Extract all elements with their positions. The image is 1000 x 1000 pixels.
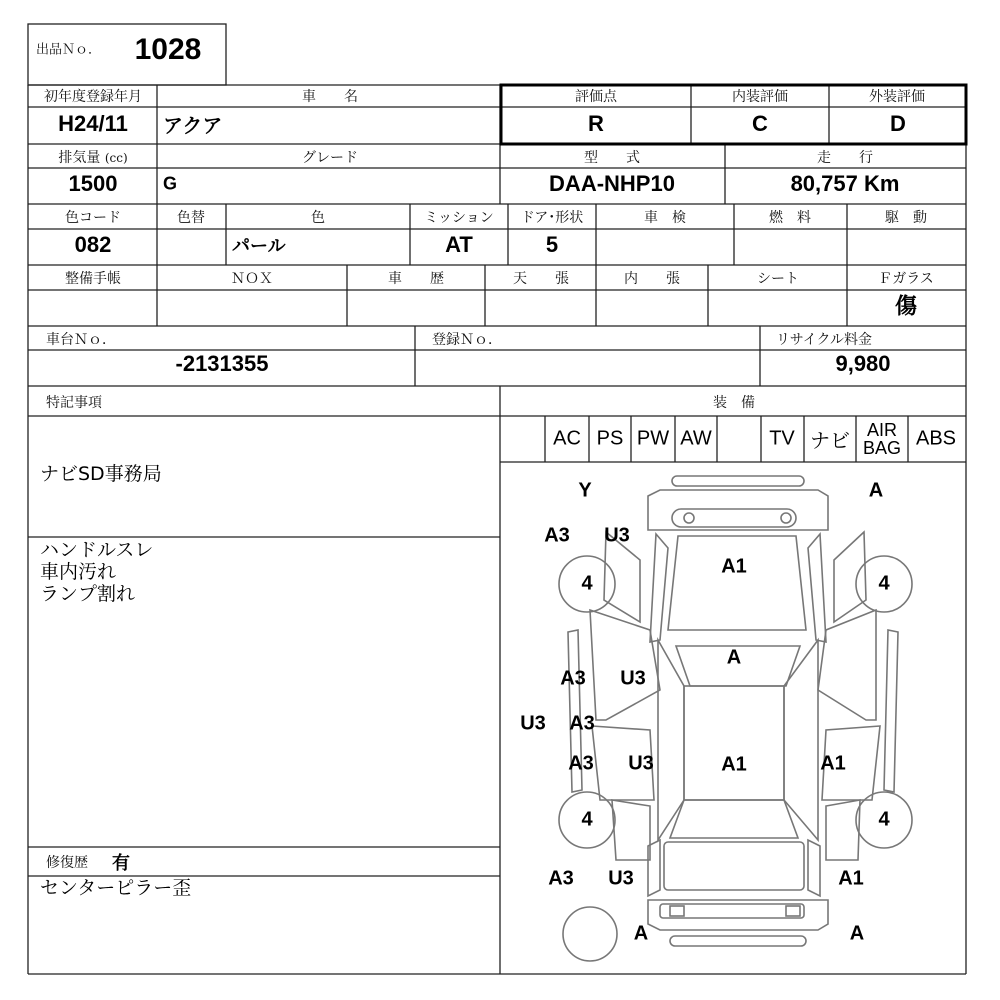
interior-score-label: 内装評価 <box>732 89 788 105</box>
grade-label: グレード <box>302 150 358 166</box>
special-notes-top: ナビSD事務局 <box>40 463 162 485</box>
damage-mark: A1 <box>820 752 846 775</box>
fuel-label: 燃 料 <box>769 210 811 226</box>
damage-mark: A <box>868 479 884 502</box>
damage-mark: A <box>726 646 742 669</box>
equipment-item-ps: PS <box>596 427 624 450</box>
equipment-item-navi: ナビ <box>810 430 850 453</box>
model-label: 型 式 <box>584 150 640 166</box>
score-label: 評価点 <box>575 89 617 105</box>
registration-number-label: 登録Ｎｏ． <box>432 332 502 348</box>
front-glass-label: Ｆガラス <box>878 271 934 287</box>
recycle-fee-label: リサイクル料金 <box>776 332 873 348</box>
vehicle-history-label: 車 歴 <box>388 271 444 287</box>
door-label: ドア･形状 <box>520 210 584 226</box>
damage-mark: A1 <box>721 753 747 776</box>
mileage-value: 80,757 Km <box>790 171 900 196</box>
chassis-number-value: -2131355 <box>175 351 269 376</box>
damage-mark: A3 <box>560 667 586 690</box>
color-code-label: 色コード <box>65 210 121 226</box>
front-glass-value: 傷 <box>894 293 918 319</box>
damage-mark: U3 <box>520 712 546 735</box>
listing-number: 1028 <box>134 33 202 66</box>
damage-mark: A3 <box>544 524 570 547</box>
exterior-score-label: 外装評価 <box>869 89 925 105</box>
special-notes-label: 特記事項 <box>46 395 102 411</box>
door-value: 5 <box>545 232 559 257</box>
equipment-item-tv: TV <box>769 427 795 450</box>
mission-label: ミッション <box>424 210 494 226</box>
damage-mark: U3 <box>604 524 630 547</box>
repair-history-value: 有 <box>112 853 130 873</box>
equipment-item-ac: AC <box>553 427 581 450</box>
damage-mark: U3 <box>620 667 646 690</box>
damage-mark: A3 <box>568 752 594 775</box>
mileage-label: 走 行 <box>817 150 873 166</box>
displacement-unit: (cc) <box>104 151 128 165</box>
nox-label: ＮＯＸ <box>231 271 273 287</box>
exterior-score-value: D <box>890 111 906 136</box>
displacement-label <box>58 147 127 167</box>
color-label: 色 <box>311 210 325 226</box>
repair-note: センターピラー歪 <box>40 877 192 899</box>
special-notes-body: ハンドルスレ 車内汚れ ランプ割れ <box>40 539 154 605</box>
damage-mark: A1 <box>838 867 864 890</box>
maintenance-record-label: 整備手帳 <box>65 271 121 287</box>
drive-label: 駆 動 <box>885 210 927 226</box>
chassis-number-label: 車台Ｎｏ． <box>46 332 116 348</box>
seat-label: シート <box>757 271 799 287</box>
inspection-label: 車 検 <box>644 210 686 226</box>
displacement-label-text: 排気量 <box>58 150 101 166</box>
mission-value: AT <box>445 232 473 257</box>
damage-mark: 4 <box>581 572 593 595</box>
grade-value: G <box>163 173 178 194</box>
damage-mark: A <box>849 922 865 945</box>
recycle-fee-value: 9,980 <box>835 351 891 376</box>
color-code-value: 082 <box>74 232 112 257</box>
damage-mark: U3 <box>608 867 634 890</box>
equipment-item-aw: AW <box>680 427 712 450</box>
damage-mark: A1 <box>721 555 747 578</box>
color-change-label: 色替 <box>177 210 205 226</box>
damage-mark: A <box>633 922 649 945</box>
equipment-item-airbag: AIR BAG <box>862 420 902 458</box>
damage-mark: A3 <box>569 712 595 735</box>
color-value: パール <box>232 236 286 256</box>
repair-history-label: 修復歴 <box>46 855 88 871</box>
interior-trim-label: 内 張 <box>624 271 680 287</box>
damage-mark: 4 <box>878 808 890 831</box>
model-value: DAA-NHP10 <box>549 171 675 196</box>
car-name-label: 車 名 <box>302 89 358 105</box>
first-registration-value: H24/11 <box>58 111 128 136</box>
damage-mark: 4 <box>581 808 593 831</box>
equipment-item-abs: ABS <box>915 427 957 450</box>
damage-mark: A3 <box>548 867 574 890</box>
headliner-label: 天 張 <box>513 271 569 287</box>
score-value: R <box>588 111 604 136</box>
damage-mark: Y <box>578 479 592 502</box>
car-name-value: アクア <box>163 115 223 138</box>
displacement-value: 1500 <box>68 171 118 196</box>
damage-mark: U3 <box>628 752 654 775</box>
interior-score-value: C <box>752 111 768 136</box>
damage-mark: 4 <box>878 572 890 595</box>
first-registration-label: 初年度登録年月 <box>44 89 142 105</box>
equipment-label: 装 備 <box>713 395 755 411</box>
equipment-item-pw: PW <box>636 427 670 450</box>
listing-label: 出品Ｎｏ． <box>36 42 102 58</box>
